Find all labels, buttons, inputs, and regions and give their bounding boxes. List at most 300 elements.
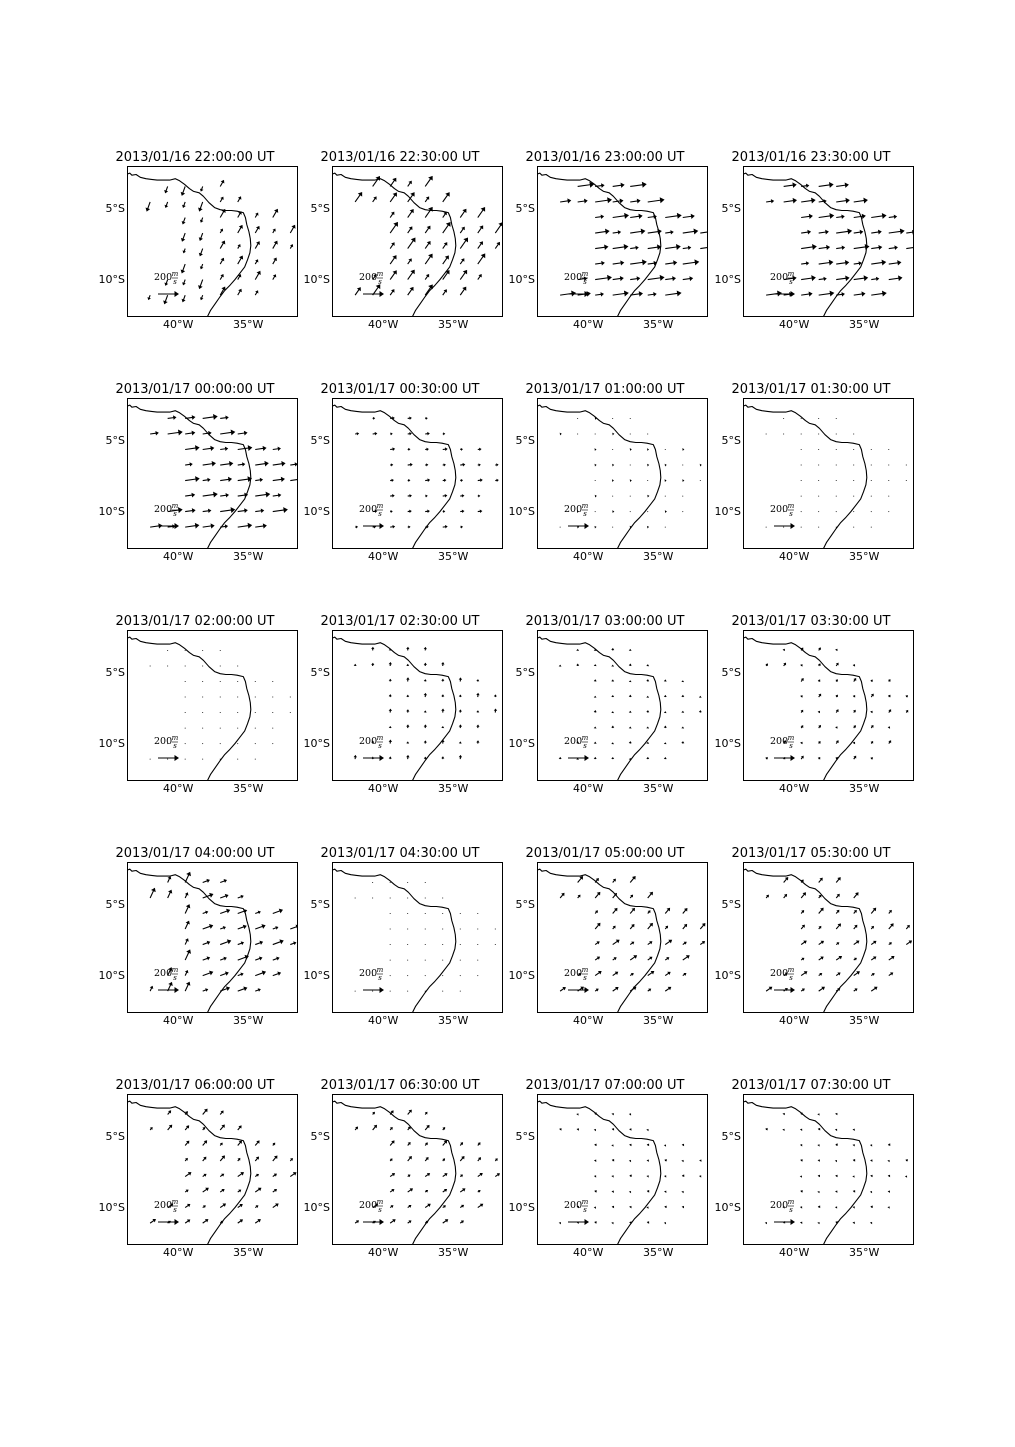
velocity-arrow: [819, 291, 835, 297]
velocity-arrow: [801, 275, 816, 281]
reference-arrow: [774, 755, 795, 761]
velocity-arrow: [630, 448, 632, 451]
velocity-arrow: [355, 991, 356, 992]
velocity-arrow: [648, 244, 662, 250]
velocity-arrow: [629, 664, 632, 666]
velocity-arrow: [854, 198, 868, 204]
velocity-arrow: [647, 1144, 649, 1146]
velocity-arrow: [355, 287, 361, 295]
map-border: [128, 1095, 298, 1245]
reference-value: 200: [359, 968, 378, 979]
velocity-arrow: [664, 1159, 666, 1162]
velocity-arrow: [255, 956, 262, 960]
velocity-arrow: [425, 929, 426, 930]
velocity-arrow: [871, 741, 874, 744]
velocity-arrow: [835, 1221, 837, 1224]
reference-unit-den: s: [378, 510, 382, 518]
velocity-arrow: [478, 1173, 483, 1177]
panel-title: 2013/01/16 22:30:00 UT: [320, 150, 480, 165]
velocity-arrow: [390, 929, 391, 930]
velocity-arrow: [255, 226, 259, 233]
velocity-arrow: [871, 725, 874, 728]
velocity-arrow: [854, 230, 864, 235]
velocity-arrow: [612, 1159, 614, 1162]
lat-tick-label: 10°S: [303, 968, 330, 982]
velocity-arrow: [629, 726, 632, 728]
velocity-arrow: [443, 494, 448, 497]
velocity-arrow: [629, 1206, 631, 1208]
velocity-arrow: [168, 890, 173, 898]
velocity-arrow: [646, 1207, 648, 1209]
velocity-arrow: [220, 957, 227, 961]
velocity-arrow: [576, 664, 579, 666]
velocity-arrow: [441, 694, 444, 697]
velocity-arrow: [181, 186, 186, 195]
reference-key: [564, 734, 589, 750]
velocity-arrow: [203, 461, 216, 467]
lat-tick-label: 5°S: [105, 666, 125, 680]
velocity-arrow: [906, 465, 907, 466]
velocity-arrow: [647, 1160, 649, 1162]
velocity-arrow: [460, 287, 466, 296]
velocity-arrow: [817, 1222, 819, 1224]
velocity-arrow: [854, 892, 859, 898]
lat-tick-label: 5°S: [515, 666, 535, 680]
velocity-arrow: [255, 1188, 261, 1192]
velocity-arrow: [782, 1113, 784, 1115]
panel-title: 2013/01/16 23:30:00 UT: [731, 150, 891, 165]
map-panel: [502, 1078, 708, 1278]
reference-value: 200: [154, 968, 173, 979]
velocity-arrow: [871, 926, 874, 929]
velocity-arrow: [459, 741, 462, 743]
velocity-arrow: [871, 213, 886, 219]
velocity-arrow: [888, 511, 889, 512]
velocity-arrow: [854, 958, 857, 961]
velocity-arrow: [594, 727, 597, 729]
velocity-arrow: [595, 197, 612, 203]
velocity-arrow: [495, 929, 496, 930]
lon-tick-label: 40°W: [162, 1246, 194, 1259]
velocity-arrow: [647, 480, 648, 481]
velocity-arrow: [390, 178, 396, 187]
velocity-arrow: [681, 1160, 683, 1162]
lat-tick-label: 5°S: [515, 1130, 535, 1144]
velocity-arrow: [390, 1140, 394, 1145]
velocity-arrow: [648, 910, 651, 913]
reference-arrow: [158, 1219, 179, 1225]
velocity-arrow: [355, 897, 356, 898]
velocity-arrow: [424, 740, 427, 743]
lon-tick-label: 35°W: [849, 550, 880, 563]
velocity-arrow: [185, 712, 186, 713]
velocity-arrow: [801, 291, 812, 296]
map-frame: [332, 398, 503, 549]
reference-key: [564, 966, 589, 982]
velocity-arrow: [854, 971, 860, 975]
reference-unit-den: s: [173, 278, 177, 286]
velocity-arrow: [648, 197, 665, 203]
lat-tick-label: 5°S: [721, 666, 741, 680]
velocity-arrow: [150, 888, 156, 898]
velocity-arrow: [390, 975, 391, 976]
reference-key: [359, 1198, 384, 1214]
velocity-arrow: [852, 1176, 854, 1178]
velocity-arrow: [185, 681, 186, 682]
velocity-arrow: [681, 695, 684, 697]
reference-unit-den: s: [173, 742, 177, 750]
lat-tick-label: 5°S: [515, 202, 535, 216]
velocity-arrow: [424, 710, 427, 712]
velocity-arrow: [390, 242, 394, 248]
velocity-arrow: [460, 944, 461, 945]
lat-tick-label: 10°S: [98, 1200, 125, 1214]
velocity-arrow: [460, 1205, 464, 1208]
velocity-arrow: [836, 228, 852, 234]
velocity-arrow: [220, 524, 228, 528]
velocity-arrow: [150, 1219, 156, 1223]
velocity-arrow: [801, 756, 804, 759]
velocity-arrow: [200, 218, 204, 223]
velocity-arrow: [612, 1128, 614, 1131]
velocity-arrow: [612, 464, 614, 467]
velocity-arrow: [648, 892, 653, 898]
velocity-arrow: [460, 526, 463, 529]
velocity-arrow: [147, 295, 150, 300]
velocity-arrow: [406, 664, 409, 666]
velocity-arrow: [611, 679, 614, 681]
velocity-arrow: [648, 989, 651, 992]
velocity-arrow: [801, 678, 804, 681]
reference-key: [564, 1198, 589, 1214]
velocity-arrow: [460, 975, 461, 976]
velocity-arrow: [630, 908, 635, 914]
map-frame: [537, 398, 708, 549]
panel-title: 2013/01/17 07:00:00 UT: [525, 1078, 685, 1093]
velocity-arrow: [664, 726, 667, 729]
velocity-arrow: [424, 757, 427, 760]
reference-arrow: [363, 987, 384, 993]
velocity-arrow: [853, 1190, 855, 1193]
panel-title: 2013/01/17 03:30:00 UT: [731, 614, 891, 629]
velocity-arrow: [390, 192, 397, 202]
reference-key: [770, 1198, 795, 1214]
velocity-arrow: [801, 910, 804, 914]
reference-unit-num: m: [376, 734, 384, 742]
velocity-arrow: [478, 510, 483, 513]
velocity-arrow: [871, 277, 879, 281]
velocity-arrow: [682, 511, 683, 512]
velocity-arrow: [255, 941, 263, 945]
velocity-arrow: [801, 971, 807, 975]
velocity-arrow: [612, 496, 613, 497]
velocity-arrow: [168, 876, 172, 882]
velocity-arrow: [494, 708, 497, 712]
velocity-arrow: [612, 1206, 614, 1208]
coastline: [743, 173, 867, 317]
velocity-arrow: [853, 496, 854, 497]
velocity-arrow: [594, 1190, 596, 1193]
velocity-arrow: [887, 1206, 889, 1208]
velocity-arrow: [354, 664, 357, 666]
velocity-arrow: [800, 1190, 802, 1193]
velocity-arrow: [477, 944, 478, 945]
reference-value: 200: [154, 1200, 173, 1211]
velocity-arrow: [182, 202, 186, 208]
velocity-arrow: [373, 432, 378, 436]
velocity-arrow: [203, 911, 209, 915]
velocity-arrow: [442, 929, 443, 930]
velocity-arrow: [255, 478, 263, 482]
velocity-arrow: [595, 480, 596, 481]
velocity-arrow: [595, 971, 601, 976]
velocity-arrow: [238, 1172, 244, 1176]
velocity-arrow: [185, 665, 186, 666]
velocity-arrow: [185, 743, 186, 744]
velocity-arrow: [801, 941, 807, 945]
velocity-arrow: [273, 957, 280, 961]
velocity-arrow: [408, 432, 412, 435]
map-panel: [92, 150, 298, 350]
lat-tick-label: 10°S: [508, 1200, 535, 1214]
lat-tick-label: 10°S: [714, 1200, 741, 1214]
velocity-arrow: [836, 942, 839, 945]
velocity-arrow: [819, 230, 829, 235]
velocity-arrow: [441, 726, 444, 728]
velocity-arrow: [630, 942, 634, 945]
velocity-arrow: [238, 431, 248, 436]
velocity-arrow: [150, 431, 159, 435]
lon-tick-label: 40°W: [572, 782, 604, 795]
velocity-arrow: [817, 1191, 819, 1193]
velocity-arrow: [665, 527, 666, 528]
coastline: [127, 405, 251, 549]
map-frame: [743, 1094, 914, 1245]
velocity-arrow: [389, 662, 392, 666]
velocity-arrow: [819, 260, 834, 266]
velocity-arrow: [870, 1175, 872, 1177]
velocity-arrow: [407, 991, 408, 992]
velocity-arrow: [889, 275, 903, 281]
velocity-arrow: [203, 941, 211, 945]
lon-tick-label: 35°W: [233, 1246, 264, 1259]
lon-tick-label: 35°W: [849, 318, 880, 331]
panel-title: 2013/01/16 23:00:00 UT: [525, 150, 685, 165]
velocity-arrow: [203, 971, 214, 976]
velocity-arrow: [800, 1129, 802, 1131]
map-panel: [708, 1078, 914, 1278]
velocity-arrow: [870, 1206, 872, 1209]
velocity-arrow: [889, 956, 895, 960]
velocity-arrow: [594, 1207, 596, 1209]
velocity-arrow: [255, 259, 258, 264]
velocity-arrow: [870, 757, 872, 760]
velocity-arrow: [203, 924, 214, 929]
lon-tick-label: 40°W: [572, 550, 604, 563]
velocity-arrow: [852, 1129, 854, 1131]
velocity-arrow: [887, 1160, 889, 1162]
velocity-arrow: [836, 988, 840, 991]
reference-value: 200: [564, 1200, 583, 1211]
velocity-arrow: [612, 418, 613, 419]
velocity-arrow: [425, 448, 429, 451]
map-frame: [537, 862, 708, 1013]
reference-arrow: [158, 291, 179, 297]
velocity-arrow: [290, 712, 291, 713]
velocity-arrow: [854, 988, 858, 991]
velocity-arrow: [819, 182, 834, 188]
lat-tick-label: 5°S: [310, 666, 330, 680]
lat-tick-label: 5°S: [105, 202, 125, 216]
velocity-arrow: [165, 202, 169, 208]
lon-tick-label: 35°W: [849, 782, 880, 795]
velocity-arrow: [888, 679, 891, 682]
velocity-arrow: [273, 939, 284, 944]
velocity-arrow: [888, 496, 889, 497]
velocity-arrow: [700, 244, 708, 250]
velocity-arrow: [835, 1160, 837, 1162]
velocity-arrow: [595, 464, 597, 467]
velocity-arrow: [255, 290, 258, 295]
velocity-arrow: [595, 433, 596, 434]
velocity-arrow: [390, 897, 391, 898]
velocity-arrow: [665, 464, 667, 467]
reference-value: 200: [564, 504, 583, 515]
velocity-arrow: [150, 986, 153, 991]
map-border: [538, 1095, 708, 1245]
velocity-arrow: [220, 743, 221, 744]
lat-tick-label: 10°S: [508, 968, 535, 982]
velocity-arrow: [683, 942, 687, 945]
lon-tick-label: 35°W: [233, 318, 264, 331]
velocity-arrow: [425, 1142, 428, 1145]
velocity-arrow: [238, 225, 243, 233]
velocity-arrow: [425, 207, 432, 218]
coastline: [127, 637, 251, 781]
velocity-arrow: [185, 493, 195, 498]
map-border: [744, 399, 914, 549]
velocity-arrow: [220, 240, 225, 248]
velocity-arrow: [477, 975, 478, 976]
velocity-arrow: [683, 259, 699, 265]
velocity-arrow: [817, 1144, 819, 1146]
reference-key: [770, 502, 795, 518]
velocity-arrow: [906, 925, 909, 929]
velocity-arrow: [629, 1113, 631, 1115]
velocity-arrow: [835, 757, 837, 760]
velocity-arrow: [442, 960, 443, 961]
velocity-arrow: [836, 709, 839, 712]
velocity-arrow: [647, 433, 648, 434]
map-frame: [537, 630, 708, 781]
velocity-arrow: [150, 1127, 153, 1130]
panel-title: 2013/01/17 04:30:00 UT: [320, 846, 480, 861]
reference-unit-den: s: [583, 278, 587, 286]
velocity-arrow: [888, 1175, 890, 1177]
velocity-arrow: [203, 492, 218, 498]
lat-tick-label: 5°S: [310, 898, 330, 912]
velocity-arrow: [613, 926, 616, 929]
velocity-arrow: [664, 1206, 666, 1209]
velocity-arrow: [646, 679, 649, 681]
velocity-arrow: [560, 527, 561, 528]
map-frame: [743, 398, 914, 549]
panel-title: 2013/01/17 05:00:00 UT: [525, 846, 685, 861]
reference-key: [564, 502, 589, 518]
velocity-arrow: [425, 495, 428, 498]
velocity-arrow: [441, 662, 444, 666]
velocity-arrow: [853, 480, 854, 481]
coastline: [537, 869, 661, 1013]
reference-unit-den: s: [789, 1206, 793, 1214]
reference-unit-den: s: [583, 1206, 587, 1214]
lat-tick-label: 10°S: [303, 1200, 330, 1214]
velocity-arrow: [373, 417, 376, 420]
velocity-arrow: [220, 712, 221, 713]
velocity-arrow: [425, 1112, 428, 1115]
velocity-arrow: [443, 479, 447, 482]
velocity-arrow: [611, 1191, 613, 1193]
velocity-arrow: [202, 712, 203, 713]
velocity-arrow: [273, 909, 283, 914]
velocity-arrow: [273, 507, 288, 513]
velocity-arrow: [578, 876, 583, 882]
velocity-arrow: [408, 1220, 412, 1223]
panel-title: 2013/01/17 02:00:00 UT: [115, 614, 275, 629]
velocity-arrow: [389, 679, 392, 682]
lon-tick-label: 35°W: [233, 782, 264, 795]
velocity-arrow: [425, 226, 430, 233]
velocity-arrow: [836, 511, 837, 512]
velocity-arrow: [355, 1127, 358, 1130]
velocity-arrow: [683, 276, 693, 281]
velocity-arrow: [801, 892, 806, 898]
velocity-arrow: [665, 230, 673, 234]
velocity-arrow: [611, 726, 614, 729]
reference-key: [154, 1198, 179, 1214]
panel-title: 2013/01/17 05:30:00 UT: [731, 846, 891, 861]
coastline: [332, 869, 456, 1013]
velocity-arrow: [613, 260, 625, 265]
velocity-arrow: [460, 448, 463, 451]
velocity-arrow: [871, 941, 876, 945]
lat-tick-label: 10°S: [98, 968, 125, 982]
velocity-arrow: [425, 1157, 428, 1161]
velocity-arrow: [220, 665, 221, 666]
lat-tick-label: 10°S: [508, 504, 535, 518]
velocity-arrow: [630, 924, 634, 929]
velocity-arrow: [766, 987, 772, 991]
velocity-arrow: [273, 1203, 279, 1207]
velocity-arrow: [819, 895, 822, 898]
velocity-arrow: [408, 209, 414, 218]
reference-value: 200: [770, 736, 789, 747]
velocity-arrow: [646, 710, 649, 712]
lat-tick-label: 5°S: [105, 434, 125, 448]
velocity-arrow: [355, 1220, 359, 1223]
velocity-arrow: [476, 724, 479, 728]
velocity-arrow: [595, 292, 604, 296]
velocity-arrow: [272, 681, 273, 682]
reference-arrow: [363, 523, 384, 529]
velocity-arrow: [853, 756, 856, 759]
velocity-arrow: [495, 463, 498, 466]
velocity-arrow: [146, 202, 151, 212]
velocity-arrow: [888, 480, 889, 481]
velocity-arrow: [185, 921, 190, 929]
map-frame: [332, 630, 503, 781]
velocity-arrow: [390, 1189, 394, 1192]
